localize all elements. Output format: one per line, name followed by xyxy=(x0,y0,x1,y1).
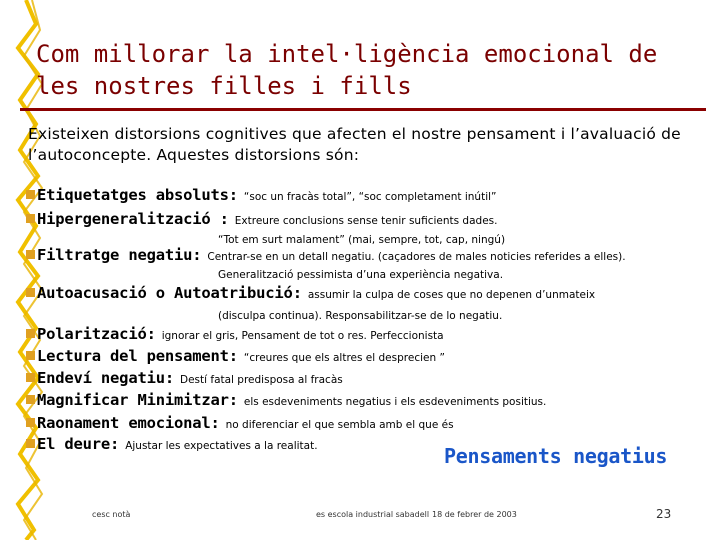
item-subtext: “Tot em surt malament” (mai, sempre, tot, cap, ningú) xyxy=(218,234,506,246)
item-term: Etiquetatges absoluts: xyxy=(37,186,238,204)
bullet-icon xyxy=(26,418,35,427)
item-term: Filtratge negatiu: xyxy=(37,246,202,264)
bullet-icon xyxy=(26,214,35,223)
bullet-icon xyxy=(26,395,35,404)
title-underline xyxy=(20,108,706,111)
list-item xyxy=(26,186,496,204)
callout-label: Pensaments negatius xyxy=(444,444,668,468)
item-term: Autoacusació o Autoatribució: xyxy=(37,284,302,302)
bullet-icon xyxy=(26,329,35,338)
list-item xyxy=(26,347,445,365)
list-item xyxy=(26,210,497,228)
item-description: “soc un fracàs total”, “soc completament inútil” xyxy=(243,191,497,203)
item-term: Lectura del pensament: xyxy=(37,347,238,365)
intro-paragraph: Existeixen distorsions cognitives que afecten el nostre pensament i l’avaluació de l’autoconcepte. Aquestes distorsions són: xyxy=(28,125,681,164)
item-term: Magnificar Minimitzar: xyxy=(37,391,238,409)
item-subtext: (disculpa continua). Responsabilitzar-se de lo negatiu. xyxy=(218,310,503,322)
bullet-icon xyxy=(26,351,35,360)
bullet-icon xyxy=(26,288,35,297)
list-item xyxy=(26,246,626,264)
item-term: Raonament emocional: xyxy=(37,414,220,432)
page-number: 23 xyxy=(656,507,672,521)
item-term: Hipergeneralització : xyxy=(37,210,229,228)
bullet-icon xyxy=(26,439,35,448)
list-item xyxy=(26,414,454,432)
item-description: els esdeveniments negatius i els esdeveniments positius. xyxy=(243,396,547,408)
item-term: El deure: xyxy=(37,435,120,453)
item-term: Endeví negatiu: xyxy=(37,369,174,387)
list-item xyxy=(26,325,444,343)
footer-date: 18 de febrer de 2003 xyxy=(432,510,517,519)
item-description: assumir la culpa de coses que no depenen d’unmateix xyxy=(307,289,596,301)
footer-school: es escola industrial sabadell xyxy=(316,510,430,519)
bullet-icon xyxy=(26,190,35,199)
list-item xyxy=(26,369,343,387)
item-subtext: Generalització pessimista d’una experiència negativa. xyxy=(218,269,504,281)
item-description: ignorar el gris, Pensament de tot o res. Perfeccionista xyxy=(161,330,444,342)
list-item xyxy=(26,435,318,453)
item-description: Destí fatal predisposa al fracàs xyxy=(179,374,343,386)
footer-author: cesc notà xyxy=(92,510,131,519)
list-item xyxy=(26,284,595,302)
list-item xyxy=(26,391,546,409)
item-description: Ajustar les expectatives a la realitat. xyxy=(125,440,318,452)
page-title: Com millorar la intel·ligència emocional de les nostres filles i fills xyxy=(36,40,658,100)
bullet-icon xyxy=(26,373,35,382)
item-description: Extreure conclusions sense tenir suficients dades. xyxy=(234,215,498,227)
item-description: no diferenciar el que sembla amb el que és xyxy=(225,419,454,431)
item-term: Polarització: xyxy=(37,325,156,343)
item-description: “creures que els altres el desprecien ” xyxy=(243,352,445,364)
item-description: Centrar-se en un detall negatiu. (caçadores de males noticies referides a elles). xyxy=(207,251,626,263)
bullet-icon xyxy=(26,250,35,259)
